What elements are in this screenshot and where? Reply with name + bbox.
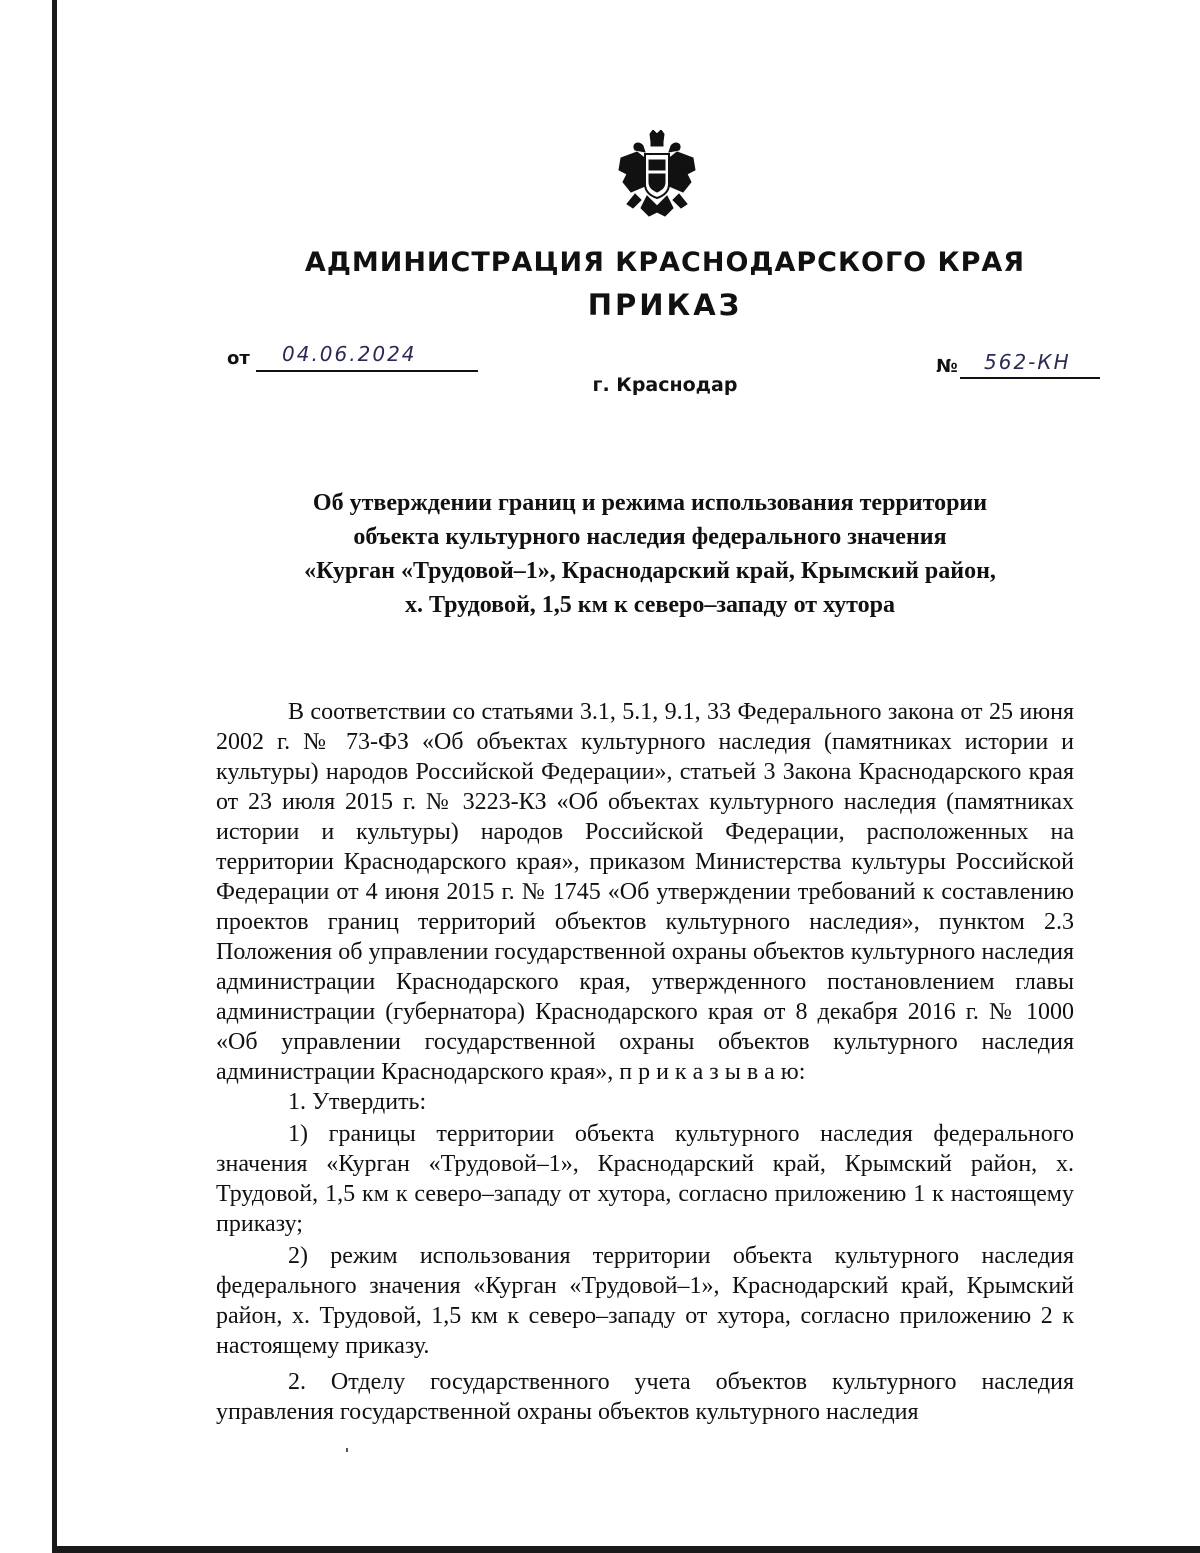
scan-border-bottom (52, 1546, 1200, 1553)
clause-1-2: 2) режим использования территории объекта культурного наследия федерального значения «Курган «Трудовой–1», Краснодарский край, Крымский район, х. Трудовой, 1,5 км к северо–западу от хутора, согласно приложению 2 к настоящему приказу. (216, 1243, 1074, 1359)
document-body (216, 697, 1074, 1427)
document-subject (240, 486, 1060, 622)
number-underline (960, 377, 1100, 379)
organization-title: АДМИНИСТРАЦИЯ КРАСНОДАРСКОГО КРАЯ (304, 247, 1026, 278)
subject-line: Об утверждении границ и режима использования территории (312, 490, 988, 516)
date-underline (256, 370, 478, 372)
city-label: г. Краснодар (592, 374, 738, 396)
clause-1-1: 1) границы территории объекта культурного наследия федерального значения «Курган «Трудовой–1», Краснодарский край, Крымский район, х. Трудовой, 1,5 км к северо–западу от хутора, согласно приложению 1 к настоящему приказу; (216, 1121, 1074, 1237)
subject-line: объекта культурного наследия федерального значения (353, 524, 947, 550)
handwritten-date: 04.06.2024 (282, 342, 417, 366)
scan-speck (346, 1448, 348, 1452)
document-type-title: ПРИКАЗ (587, 288, 743, 322)
clause-1: 1. Утвердить: (288, 1089, 427, 1115)
scan-border-left (52, 0, 57, 1553)
handwritten-number: 562-КН (984, 350, 1071, 374)
date-label: от (227, 348, 250, 369)
krasnodar-crest-icon (617, 130, 697, 222)
subject-line: х. Трудовой, 1,5 км к северо–западу от хутора (404, 592, 896, 618)
number-label: № (936, 356, 958, 377)
clause-2: 2. Отделу государственного учета объектов культурного наследия управления государственной охраны объектов культурного наследия (216, 1369, 1074, 1425)
subject-line: «Курган «Трудовой–1», Краснодарский край, Крымский район, (304, 558, 996, 584)
preamble-paragraph: В соответствии со статьями 3.1, 5.1, 9.1, 33 Федерального закона от 25 июня 2002 г. № 73-ФЗ «Об объектах культурного наследия (памятниках истории и культуры) народов Российской Федерации», статьей 3 Закона Краснодарского края от 23 июля 2015 г. № 3223-КЗ «Об объектах культурного наследия (памятниках истории и культуры) народов Российской Федерации, расположенных на территории Краснодарского края», приказом Министерства культуры Российской Федерации от 4 июня 2015 г. № 1745 «Об утверждении требований к составлению проектов границ территорий объектов культурного наследия», пунктом 2.3 Положения об управлении государственной охраны объектов культурного наследия администрации Краснодарского края, утвержденного постановлением главы администрации (губернатора) Краснодарского края от 8 декабря 2016 г. № 1000 «Об управлении государственной охраны объектов культурного наследия администрации Краснодарского края», п р и к а з ы в а ю: (216, 699, 1074, 1085)
